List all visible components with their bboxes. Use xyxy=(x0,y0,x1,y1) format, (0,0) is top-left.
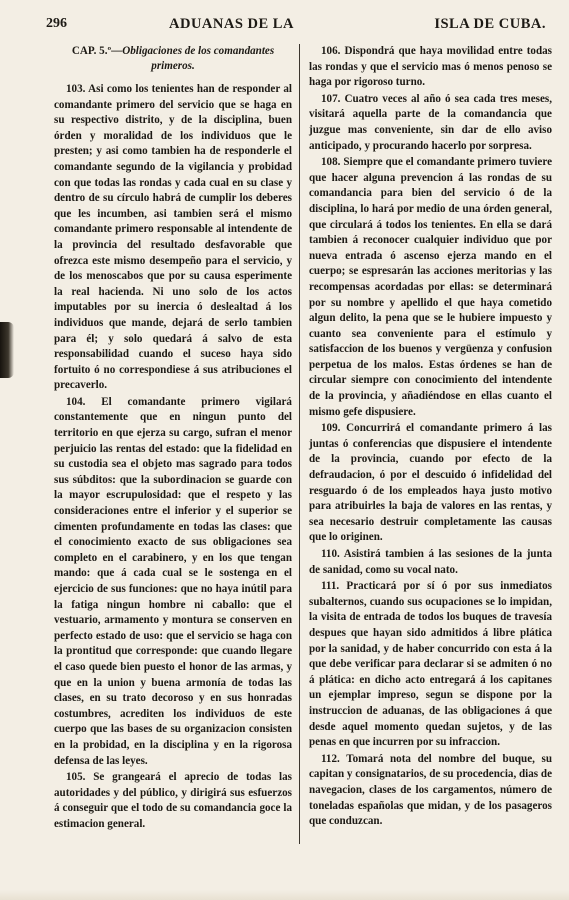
paragraph-text: Concurrirá el comandante primero á las juntas ó conferencias que dispusiere el intendente de la provincia, cuando por efecto de la defraudacion, ó por el descuido ó infidelidad del resguardo ó de los empleados haya justo motivo para atribuirles la baja de valores en las rentas, y sea necesario destruir completamente las causas que lo originen. xyxy=(309,422,552,544)
paragraph xyxy=(309,92,552,154)
paragraph-text: Practicará por sí ó por sus inmediatos subalternos, cuando sus ocupaciones se lo impidan, la visita de entrada de todos los buques de travesía despues que hayan sido admitidos á libre plática por la sanidad, y de haber concurrido con esta á la que debe verificar para declarar si se admiten ó no á plática: en dicho acto entregará á los capitanes un ejemplar impreso, segun se dispone por la instruccion de aduanas, de las obligaciones á que desde aquel momento quedan sujetos, y de las penas en que incurren por su infraccion. xyxy=(309,580,552,749)
right-column xyxy=(309,44,552,830)
running-title-left: ADUANAS DE LA xyxy=(169,16,294,32)
chapter-label: CAP. 5.º— xyxy=(71,45,123,57)
paragraph xyxy=(309,421,552,546)
paragraph xyxy=(54,82,292,394)
paragraph-text: Asistirá tambien á las sesiones de la junta de sanidad, como su vocal nato. xyxy=(309,548,552,576)
chapter-title: Obligaciones de los comandantes primeros. xyxy=(122,45,275,72)
paragraph-text: Se grangeará el aprecio de todas las autoridades y del público, y dirigirá sus esfuerzos á conseguir que el todo de su comandancia goce la estimacion general. xyxy=(54,771,292,830)
paragraph-number: 103. xyxy=(66,83,86,95)
running-header xyxy=(46,16,546,40)
paragraph-number: 108. xyxy=(321,156,341,169)
paragraph xyxy=(309,44,552,91)
left-column xyxy=(54,44,292,833)
paragraph-number: 105. xyxy=(66,771,86,784)
paragraph-text: El comandante primero vigilará constantemente que en ningun punto del territorio en que ejerza su cargo, sufran el menor perjuicio las rentas del estado: que la fidelidad en su custodia sea el objeto mas sagrado para todos sus súbditos: que la subordinacion se guarde con la mayor escrupulosidad: que el respeto y las consideraciones entre el inferior y el superior se cimenten profundamente en todas las clases: que el conocimiento exacto de sus obligaciones sea completo en el carabinero, y en los que tengan mando: que á cada cual se le sostenga en el ejercicio de sus funciones: que no haya inútil para la fatiga ningun hombre ni caballo: que el vestuario, armamento y montura se conserven en perfecto estado de uso: que el servicio se haga con la prontitud que corresponde: que cuando llegare el caso quede bien puesto el honor de las armas, y que en la union y buena armonía de todas las clases, en su trato decoroso y en sus honradas costumbres, acrediten los individuos de este cuerpo que las bases de su organizacion consisten en la probidad, en la disciplina y en la rigorosa defensa de las leyes. xyxy=(54,395,292,767)
paragraph-number: 104. xyxy=(66,395,86,408)
paragraph-text: Tomará nota del nombre del buque, su capitan y consignatarios, de su procedencia, dias de navegacion, clases de los cargamentos, número de toneladas españolas que midan, y de los pasageros que conduzcan. xyxy=(309,752,552,828)
paragraph xyxy=(54,770,292,832)
paragraph-number: 109. xyxy=(321,422,341,435)
paragraph xyxy=(309,752,552,830)
binding-shadow xyxy=(0,322,14,378)
paragraph xyxy=(309,579,552,751)
paragraph xyxy=(309,155,552,420)
paragraph-text: Asi como los tenientes han de responder al comandante primero del servicio que se haga en su respectivo distrito, y de la disciplina, buen órden y moralidad de los individuos que le presten; y asi como tambien ha de responderle el comandante segundo de la vigilancia y probidad con que todas las rondas y cada cual en su clase y dentro de su círculo habrá de cumplir los deberes que les incumben, asi tambien será el mismo comandante primero responsable al intendente de la provincia del resultado desfavorable que ofrezca este mismo desempeño para el servicio, y de los menoscabos que por su causa esperimente la real hacienda. Ni uno solo de los actos imputables por su inercia ó deslealtad á los individuos que mande, dejará de serlo tambien para él; y solo quedará á salvo de esta responsabilidad cuando el suceso haya sido fortuito ó no correspondiese á sus atribuciones el precaverlo. xyxy=(54,83,292,392)
paragraph-number: 112. xyxy=(321,752,340,765)
column-divider xyxy=(299,44,300,844)
page-edge-shading xyxy=(0,890,569,900)
paragraph-text: Siempre que el comandante primero tuviere que hacer alguna prevencion á las rondas de su comandancia para bien del servicio ó de la disciplina, lo hará por medio de una órden general, que circulará á todos los tenientes. En ella se dará tambien á reconocer cualquier individuo que por nueva entrada ó ascenso ejerza mando en el cuerpo; se espresarán las acciones meritorias y las recompensas acordadas por ellas: se determinará por su nombre y apellido el que haya cometido algun delito, la pena que se le hubiere impuesto y cuanto sea conveniente para el estímulo y satisfaccion de los buenos y vergüenza y confusion perpetua de los malos. Estas órdenes se han de circular siempre con conocimiento del intendente de la provincia, y añadiéndose en ellas cuanto el mismo gefe dispusiere. xyxy=(309,156,553,418)
paragraph xyxy=(309,547,552,578)
paragraph-text: Cuatro veces al año ó sea cada tres meses, visitará aquella parte de la comandancia que juzgue mas conveniente, sin dar de ello aviso anticipado, y procurando hacerlo por sorpresa. xyxy=(309,92,552,152)
paragraph xyxy=(54,395,292,769)
paragraph-number: 106. xyxy=(321,45,341,57)
paragraph-number: 107. xyxy=(321,92,341,105)
running-title-right: ISLA DE CUBA. xyxy=(434,16,546,32)
page-number: 296 xyxy=(46,16,67,31)
paragraph-number: 110. xyxy=(321,548,340,560)
paragraph-number: 111. xyxy=(321,580,340,593)
paragraph-text: Dispondrá que haya movilidad entre todas las rondas y que el servicio mas ó menos penoso se haga por rigoroso turno. xyxy=(309,45,552,89)
chapter-heading xyxy=(54,44,292,74)
